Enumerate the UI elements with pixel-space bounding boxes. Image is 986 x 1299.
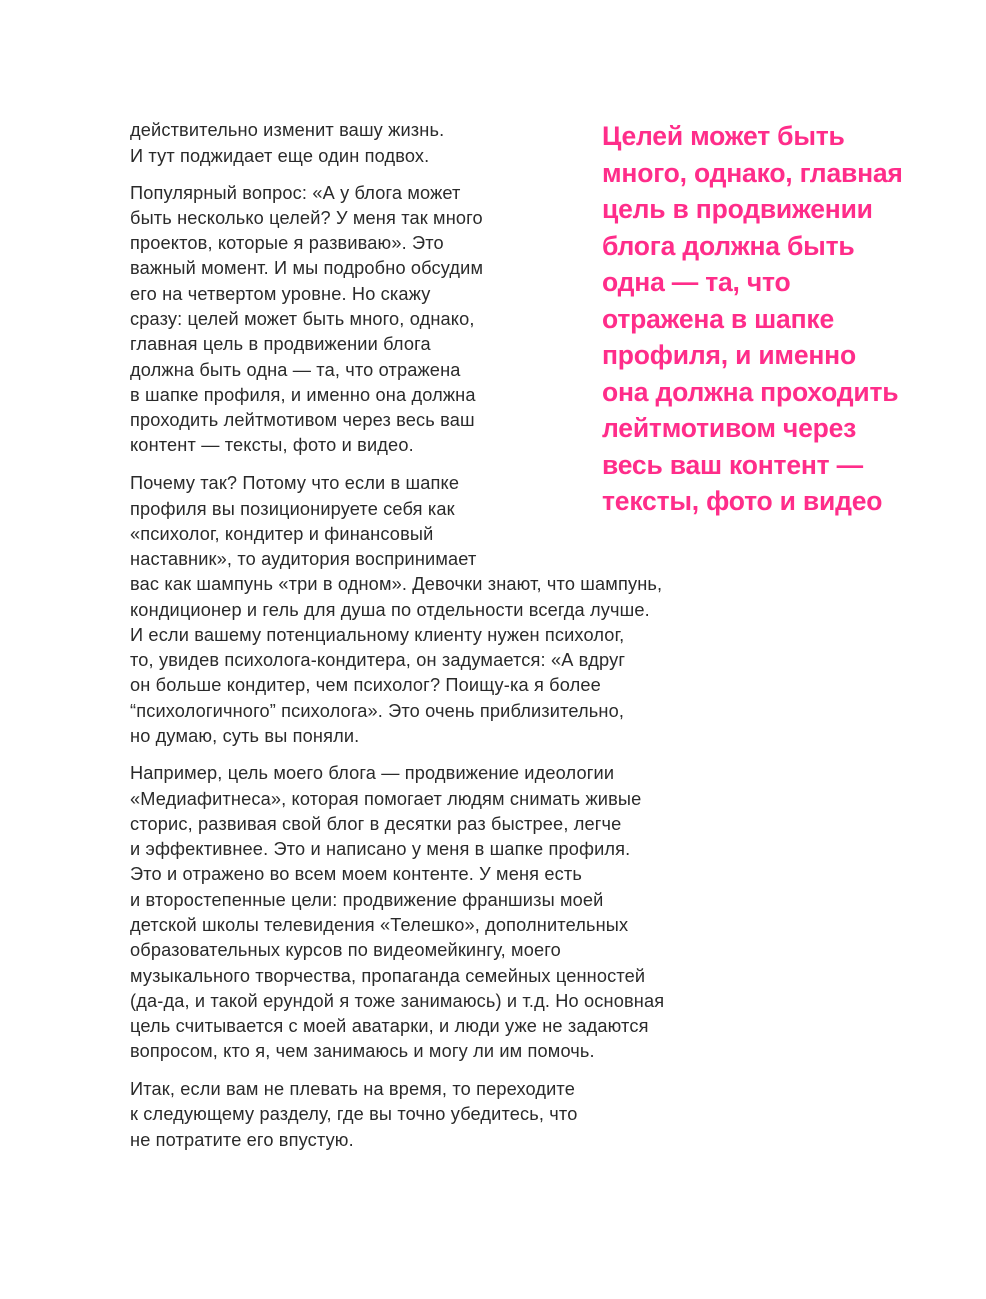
text-line: сразу: целей может быть много, однако, xyxy=(130,309,475,329)
text-line: главная цель в продвижении блога xyxy=(130,334,431,354)
pull-quote-line: одна — та, что xyxy=(602,267,791,297)
text-line: контент — тексты, фото и видео. xyxy=(130,435,414,455)
pull-quote-line: профиля, и именно xyxy=(602,340,856,370)
text-line: И тут поджидает еще один подвох. xyxy=(130,146,430,166)
pull-quote-line: цель в продвижении xyxy=(602,194,873,224)
text-line: Это и отражено во всем моем контенте. У меня есть xyxy=(130,864,582,884)
text-line: проходить лейтмотивом через весь ваш xyxy=(130,410,475,430)
text-line: вас как шампунь «три в одном». Девочки знают, что шампунь, xyxy=(130,574,663,594)
text-line: Итак, если вам не плевать на время, то переходите xyxy=(130,1079,575,1099)
text-line: его на четвертом уровне. Но скажу xyxy=(130,284,431,304)
text-line: действительно изменит вашу жизнь. xyxy=(130,120,445,140)
text-line: сторис, развивая свой блог в десятки раз быстрее, легче xyxy=(130,814,622,834)
text-line: вопросом, кто я, чем занимаюсь и могу ли им помочь. xyxy=(130,1041,595,1061)
text-line: важный момент. И мы подробно обсудим xyxy=(130,258,484,278)
pull-quote-line: отражена в шапке xyxy=(602,303,835,334)
text-line: не потратите его впустую. xyxy=(130,1130,354,1150)
text-line: кондиционер и гель для душа по отдельности всегда лучше. xyxy=(130,600,650,620)
text-line: и эффективнее. Это и написано у меня в шапке профиля. xyxy=(130,839,631,859)
pull-quote xyxy=(602,118,942,520)
text-line: (да-да, и такой ерундой я тоже занимаюсь) и т.д. Но основная xyxy=(130,991,665,1011)
text-line: образовательных курсов по видеомейкингу, моего xyxy=(130,940,561,960)
text-line: Например, цель моего блога — продвижение идеологии xyxy=(130,763,615,783)
pull-quote-line: она должна проходить xyxy=(602,376,899,407)
text-line: детской школы телевидения «Телешко», дополнительных xyxy=(130,915,629,935)
text-line: проектов, которые я развиваю». Это xyxy=(130,233,444,253)
text-line: то, увидев психолога-кондитера, он задумается: «А вдруг xyxy=(130,650,626,670)
text-line: к следующему разделу, где вы точно убедитесь, что xyxy=(130,1104,578,1124)
text-line: «психолог, кондитер и финансовый xyxy=(130,524,434,544)
text-line: но думаю, суть вы поняли. xyxy=(130,726,360,746)
text-line: «Медиафитнеса», которая помогает людям снимать живые xyxy=(130,789,642,809)
text-line: “психологичного” психолога». Это очень приблизительно, xyxy=(130,701,625,721)
text-line: Популярный вопрос: «А у блога может xyxy=(130,183,461,203)
text-line: И если вашему потенциальному клиенту нужен психолог, xyxy=(130,625,625,645)
text-line: он больше кондитер, чем психолог? Поищу-ка я более xyxy=(130,675,601,695)
pull-quote-line: весь ваш контент — xyxy=(602,449,863,480)
pull-quote-line: тексты, фото и видео xyxy=(602,486,883,516)
pull-quote-line: лейтмотивом через xyxy=(602,413,857,443)
pull-quote-line: Целей может быть xyxy=(602,121,845,151)
text-line: профиля вы позиционируете себя как xyxy=(130,499,455,519)
text-line: цель считывается с моей аватарки, и люди уже не задаются xyxy=(130,1016,649,1036)
text-line: быть несколько целей? У меня так много xyxy=(130,208,483,228)
text-line: наставник», то аудитория воспринимает xyxy=(130,549,477,569)
text-line: музыкального творчества, пропаганда семейных ценностей xyxy=(130,966,646,986)
text-line: должна быть одна — та, что отражена xyxy=(130,360,461,380)
text-line: и второстепенные цели: продвижение франшизы моей xyxy=(130,890,604,910)
pull-quote-line: много, однако, главная xyxy=(602,157,903,188)
pull-quote-line: блога должна быть xyxy=(602,230,855,261)
text-line: Почему так? Потому что если в шапке xyxy=(130,473,460,493)
text-line: в шапке профиля, и именно она должна xyxy=(130,385,476,405)
